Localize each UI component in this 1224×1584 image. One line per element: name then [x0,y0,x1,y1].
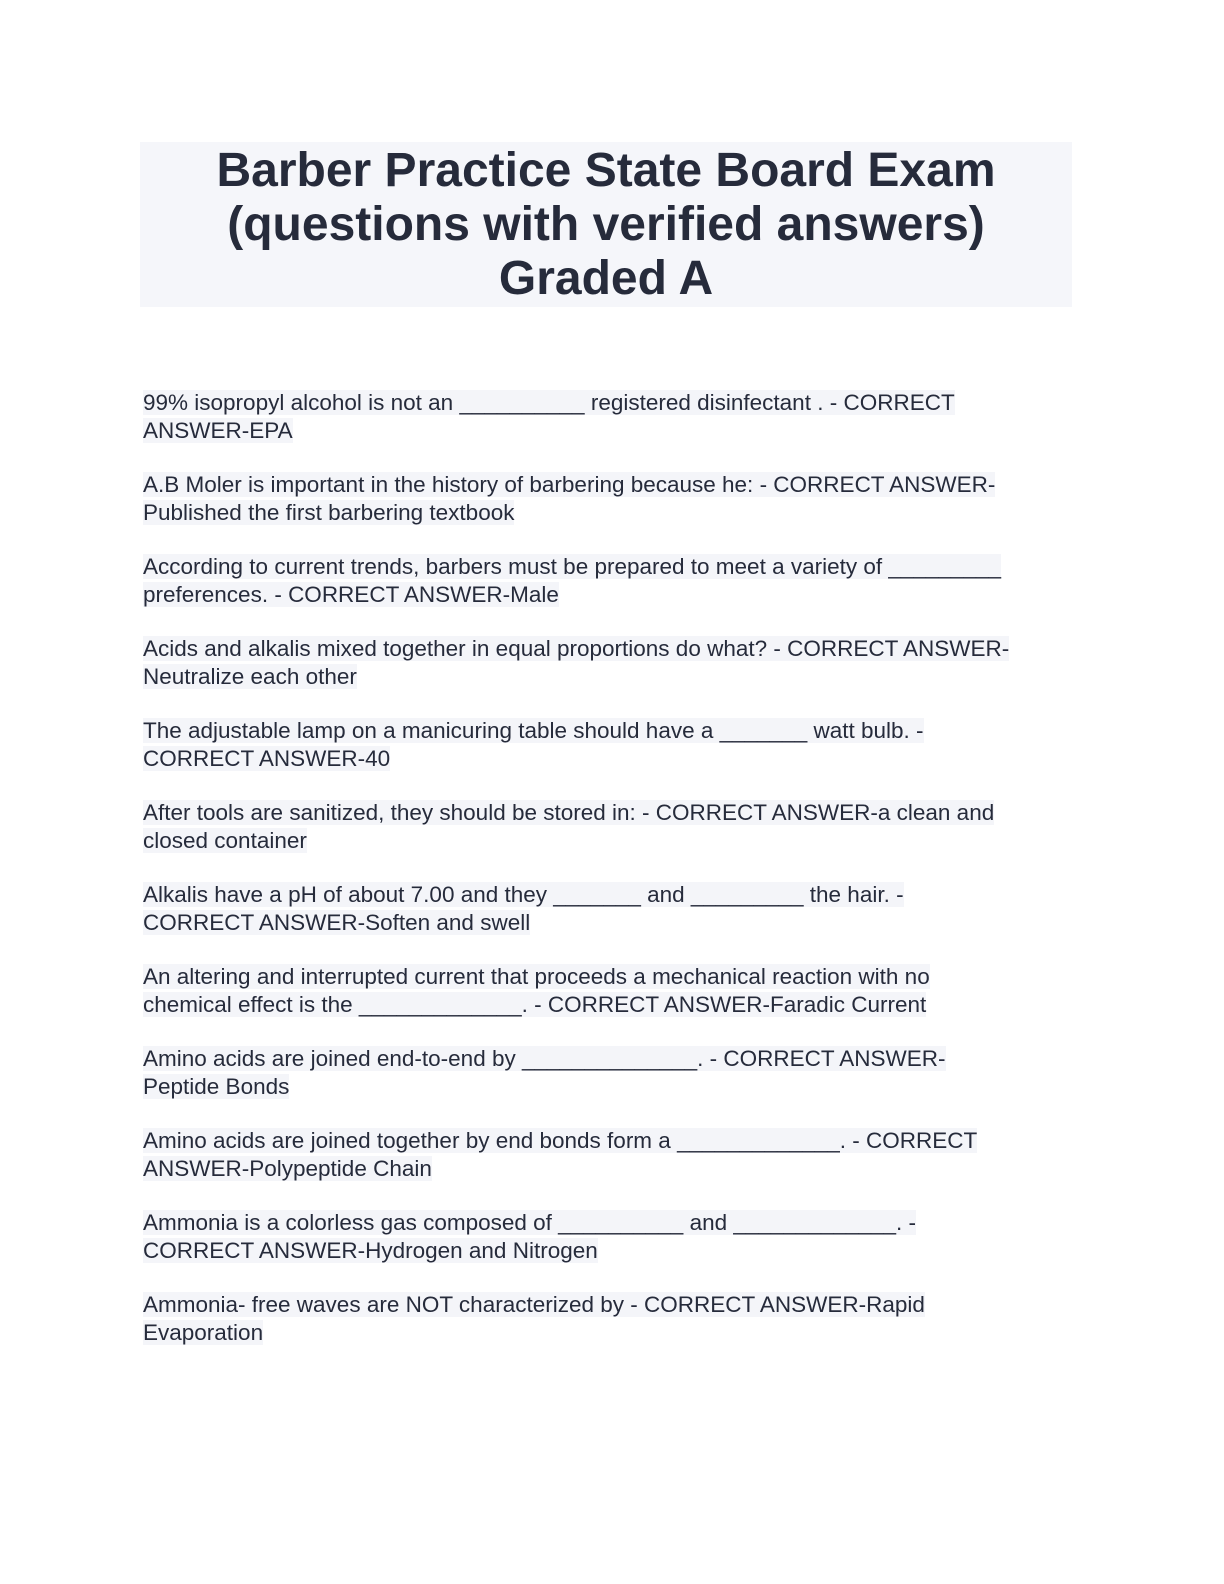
document-title [140,142,1072,307]
title-line: Graded A [498,252,714,305]
question-text-line: Evaporation [143,1319,264,1345]
question-item [143,1291,1073,1373]
question-text-line: Ammonia is a colorless gas composed of __________ and _____________. - [143,1210,917,1235]
question-item [143,717,1073,799]
question-item [143,389,1073,471]
question-item [143,635,1073,717]
question-text-line: CORRECT ANSWER-40 [143,745,391,771]
question-text-line: closed container [143,827,307,853]
question-item [143,799,1073,881]
question-item [143,963,1073,1045]
question-list [143,389,1073,1373]
question-text-line: Ammonia- free waves are NOT characterized by - CORRECT ANSWER-Rapid [143,1292,925,1317]
question-text-line: ANSWER-EPA [143,417,293,443]
question-item [143,553,1073,635]
question-text-line: Amino acids are joined end-to-end by ______________. - CORRECT ANSWER- [143,1046,946,1071]
question-text-line: CORRECT ANSWER-Soften and swell [143,909,531,935]
question-text-line: chemical effect is the _____________. - CORRECT ANSWER-Faradic Current [143,991,927,1017]
question-item [143,471,1073,553]
question-text-line: Alkalis have a pH of about 7.00 and they _______ and _________ the hair. - [143,882,904,907]
question-text-line: After tools are sanitized, they should be stored in: - CORRECT ANSWER-a clean and [143,800,995,825]
question-text-line: Amino acids are joined together by end bonds form a _____________. - CORRECT [143,1128,978,1153]
question-text-line: An altering and interrupted current that proceeds a mechanical reaction with no [143,964,930,989]
question-text-line: Neutralize each other [143,663,357,689]
question-text-line: According to current trends, barbers must be prepared to meet a variety of _________ [143,554,1001,579]
question-text-line: preferences. - CORRECT ANSWER-Male [143,581,559,607]
title-line: (questions with verified answers) [227,198,985,251]
question-text-line: ANSWER-Polypeptide Chain [143,1155,432,1181]
question-text-line: CORRECT ANSWER-Hydrogen and Nitrogen [143,1237,598,1263]
question-item [143,1045,1073,1127]
question-text-line: Acids and alkalis mixed together in equal proportions do what? - CORRECT ANSWER- [143,636,1010,661]
question-text-line: Published the first barbering textbook [143,499,515,525]
question-item [143,881,1073,963]
question-text-line: Peptide Bonds [143,1073,290,1099]
question-item [143,1127,1073,1209]
question-text-line: 99% isopropyl alcohol is not an __________ registered disinfectant . - CORRECT [143,390,955,415]
title-line: Barber Practice State Board Exam [216,144,996,197]
question-text-line: The adjustable lamp on a manicuring table should have a _______ watt bulb. - [143,718,924,743]
question-text-line: A.B Moler is important in the history of barbering because he: - CORRECT ANSWER- [143,472,996,497]
question-item [143,1209,1073,1291]
